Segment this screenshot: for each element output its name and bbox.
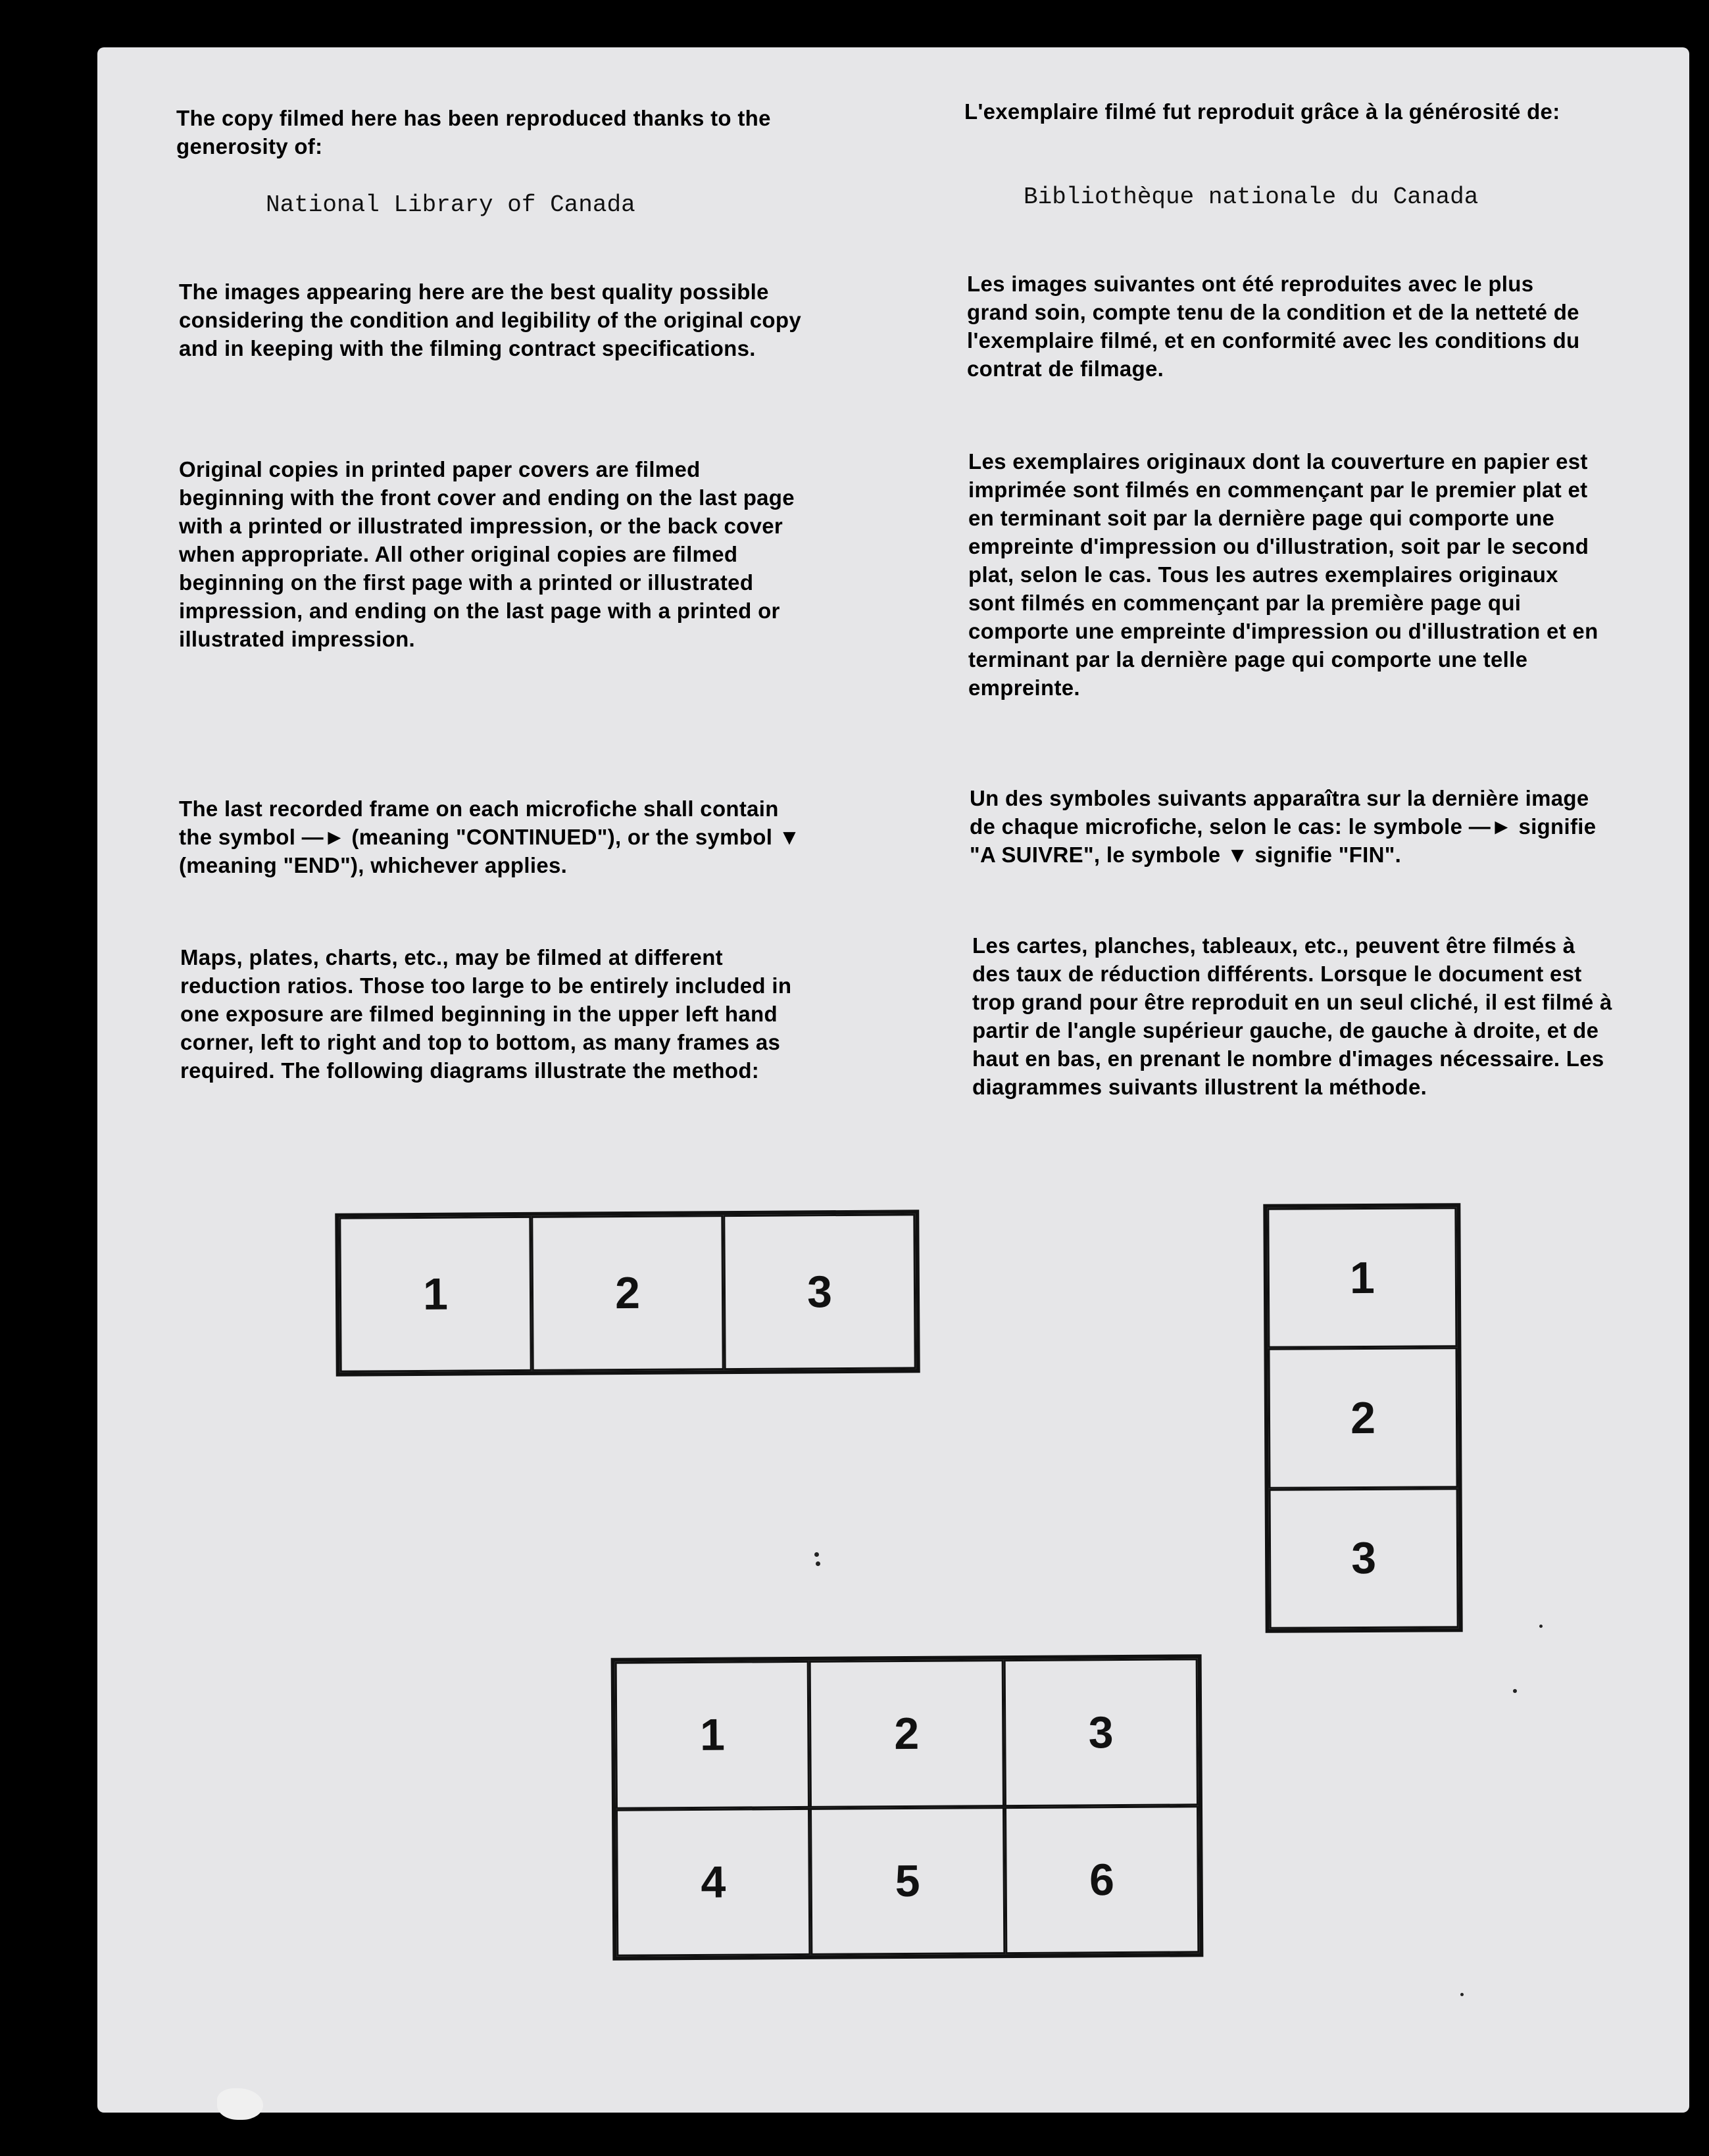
right-intro: L'exemplaire filmé fut reproduit grâce à la générosité de: <box>964 99 1560 124</box>
right-symbols-paragraph: Un des symboles suivants apparaîtra sur la dernière image de chaque microfiche, selon le cas: le symbole —► signifie "A SUIVRE", le symbole ▼ signifie "FIN". <box>970 786 1597 867</box>
frame-cell: 5 <box>810 1807 1005 1955</box>
scan-speck <box>1513 1689 1517 1693</box>
frame-cell: 6 <box>1004 1805 1200 1954</box>
left-maps-paragraph: Maps, plates, charts, etc., may be filmed at different reduction ratios. Those too large to be entirely included in one exposure are filmed beginning in the upper left hand corner, left to right and top to bottom, as many frames as required. The following diagrams illustrate the method: <box>180 945 792 1083</box>
scan-speck <box>1539 1625 1543 1628</box>
scan-speck <box>814 1552 819 1557</box>
frame-cell: 3 <box>723 1213 916 1370</box>
frame-cell: 1 <box>339 1216 532 1373</box>
frame-cell: 2 <box>1268 1348 1458 1489</box>
scan-speck <box>816 1561 820 1566</box>
scan-speck <box>1460 1993 1464 1996</box>
frame-cell: 3 <box>1269 1488 1459 1629</box>
scan-blemish <box>217 2088 263 2120</box>
frame-cell: 1 <box>1267 1207 1457 1348</box>
frame-cell: 2 <box>809 1659 1004 1808</box>
right-maps-paragraph: Les cartes, planches, tableaux, etc., peuvent être filmés à des taux de réduction différents. Lorsque le document est trop grand pour être reproduit en un seul cliché, il est filmé à partir de l'angle supérieur gauche, de gauche à droite, et de haut en bas, en prenant le nombre d'images nécessaire. Les diagrammes suivants illustrent la méthode. <box>972 933 1612 1099</box>
right-library-name: Bibliothèque nationale du Canada <box>1024 184 1479 210</box>
left-symbols-paragraph: The last recorded frame on each microfiche shall contain the symbol —► (meaning "CONTINUED"), or the symbol ▼ (meaning "END"), whichever applies. <box>179 796 801 877</box>
frame-cell: 4 <box>616 1808 811 1957</box>
diagram-grid-frames <box>611 1654 1204 1960</box>
left-intro: The copy filmed here has been reproduced thanks to the generosity of: <box>176 106 771 159</box>
left-quality-paragraph: The images appearing here are the best quality possible considering the condition and legibility of the original copy and in keeping with the filming contract specifications. <box>179 280 802 360</box>
frame-cell: 3 <box>1003 1658 1199 1807</box>
frame-cell: 2 <box>531 1215 724 1371</box>
diagram-horizontal-frames <box>335 1210 920 1376</box>
frame-cell: 1 <box>615 1661 810 1809</box>
left-library-name: National Library of Canada <box>266 191 635 218</box>
diagram-vertical-frames <box>1263 1203 1462 1633</box>
right-quality-paragraph: Les images suivantes ont été reproduites avec le plus grand soin, compte tenu de la condition et de la netteté de l'exemplaire filmé, et en conformité avec les conditions du contrat de filmage. <box>967 272 1580 381</box>
right-covers-paragraph: Les exemplaires originaux dont la couverture en papier est imprimée sont filmés en commençant par le premier plat et en terminant soit par la dernière page qui comporte une empreinte d'impression ou d'illustration, soit par le second plat, selon le cas. Tous les autres exemplaires originaux sont filmés en commençant par la première page qui comporte une empreinte d'impression ou d'illustration et en terminant par la dernière page qui comporte une telle empreinte. <box>968 449 1598 700</box>
left-covers-paragraph: Original copies in printed paper covers are filmed beginning with the front cover and ending on the last page with a printed or illustrated impression, or the back cover when appropriate. All other original copies are filmed beginning on the first page with a printed or illustrated impression, and ending on the last page with a printed or illustrated impression. <box>179 457 795 651</box>
